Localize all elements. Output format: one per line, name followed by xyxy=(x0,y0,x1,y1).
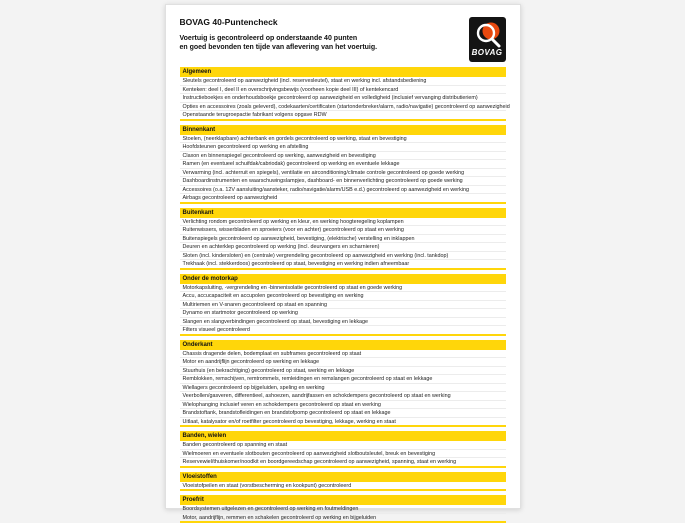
checklist-item: Hoofdsteunen gecontroleerd op werking en afstelling xyxy=(180,143,506,152)
section-header: Onder de motorkap xyxy=(180,274,506,284)
checklist-section xyxy=(180,67,510,121)
checklist-item: Verwarming (incl. achterruit en spiegels), ventilatie en airconditioning/climate controle gecontroleerd op goede werking xyxy=(180,169,506,178)
checklist-sections xyxy=(180,67,510,523)
section-header: Buitenkant xyxy=(180,208,506,218)
checklist-item: Wiellagers gecontroleerd op bijgeluiden, speling en werking xyxy=(180,384,506,393)
bovag-logo-text: BOVAG xyxy=(471,48,503,57)
subtitle-line-2: en goed bevonden ten tijde van aflevering van het voertuig. xyxy=(179,43,378,51)
checklist-item: Uitlaat, katalysator en/of roetfilter gecontroleerd op bevestiging, lekkage, werking en staat xyxy=(182,418,396,425)
checklist-item: Wielmoeren en eventuele slotbouten gecontroleerd op aanwezigheid slotboutsleutel, breuk en bevestiging xyxy=(180,450,506,459)
section-header: Proefrit xyxy=(180,495,506,505)
section-header: Onderkant xyxy=(180,340,506,350)
checklist-item: Boordsystemen uitgelezen en gecontroleerd op werking en foutmeldingen xyxy=(180,505,506,514)
checklist-item: Stoelen, (neerklapbare) achterbank en gordels gecontroleerd op werking, staat en bevestiging xyxy=(180,135,506,144)
subtitle-line-1: Voertuig is gecontroleerd op onderstaande 40 punten xyxy=(179,35,358,42)
checklist-section xyxy=(180,472,506,492)
checklist-item: Accessoires (o.a. 12V aansluiting/aansteker, radio/navigatie/alarm/USB e.d.) gecontroleerd op aanwezigheid en werking xyxy=(180,186,506,195)
checklist-item: Deuren en achterklep gecontroleerd op werking (incl. deurvangers en scharnieren) xyxy=(180,243,506,252)
checklist-section xyxy=(180,125,506,204)
checklist-item: Dashboardinstrumenten en waarschuwingslampjes, dashboard- en binnenverlichting gecontroleerd op goede werking xyxy=(180,177,506,186)
checklist-item: Banden gecontroleerd op spanning en staat xyxy=(180,441,506,450)
checklist-item: Vloeistofpeilen en staat (vorstbescherming en kookpunt) gecontroleerd xyxy=(182,482,352,489)
checklist-item: Kenteken: deel I, deel II en overschrijvingsbewijs (voorheen kopie deel III) of kentekencard xyxy=(180,86,506,95)
checklist-item: Verlichting rondom gecontroleerd op werking en kleur, en werking hoogteregeling koplampen xyxy=(180,218,506,227)
checklist-item: Buitenspiegels gecontroleerd op aanwezigheid, bevestiging, (elektrische) verstelling en inklappen xyxy=(180,235,506,244)
page-title: BOVAG 40-Puntencheck xyxy=(179,17,278,27)
checklist-item: Ruitenwissers, wisserbladen en sproeiers (voor en achter) gecontroleerd op staat en werking xyxy=(180,226,506,235)
checklist-item: Reservewiel/thuiskomer/noodkit en boordgereedschap gecontroleerd op aanwezigheid, spanning, staat en werking xyxy=(182,459,457,465)
checklist-section xyxy=(180,495,506,523)
section-header: Vloeistoffen xyxy=(180,472,506,482)
checklist-item: Airbags gecontroleerd op aanwezigheid xyxy=(182,195,278,201)
checklist-item: Sleutels gecontroleerd op aanwezigheid (incl. reservesleutel), staat en werking incl. afstandsbediening xyxy=(180,77,506,86)
checklist-section xyxy=(180,431,506,468)
checklist-item: Stuurhuis (en bekrachtiging) gecontroleerd op staat, werking en lekkage xyxy=(180,367,506,376)
checklist-item: Veerbollen/gasveren, differentieel, ashoezen, aandrijfassen en schokdempers gecontroleerd op staat en werking xyxy=(180,392,506,401)
section-header: Algemeen xyxy=(180,67,506,77)
checklist-item: Slangen en slangverbindingen gecontroleerd op staat, bevestiging en lekkage xyxy=(180,318,506,327)
checklist-item: Sloten (incl. kindersloten) en (centrale) vergrendeling gecontroleerd op aanwezigheid en werking (incl. tankdop) xyxy=(180,252,506,261)
document-page xyxy=(165,4,521,521)
checklist-item: Accu, accucapaciteit en accupolen gecontroleerd op bevestiging en werking xyxy=(180,292,506,301)
checklist-item: Brandstoftank, brandstofleidingen en brandstofpomp gecontroleerd op staat en lekkage xyxy=(180,409,506,418)
checklist-item: Wielophanging inclusief veren en schokdempers gecontroleerd op staat en werking xyxy=(180,401,506,410)
section-header: Banden, wielen xyxy=(180,431,506,441)
bovag-logo xyxy=(469,17,506,62)
checklist-item: Openstaande terugroepactie fabrikant volgens opgave RDW xyxy=(182,112,327,118)
checklist-section xyxy=(180,340,506,428)
checklist-item: Motor en aandrijflijn gecontroleerd op werking en lekkage xyxy=(180,358,506,367)
checklist-item: Filters visueel gecontroleerd xyxy=(182,327,250,333)
checklist-section xyxy=(180,208,506,270)
checklist-item: Multiriemen en V-snaren gecontroleerd op staat en spanning xyxy=(180,301,506,310)
checklist-item: Dynamo en startmotor gecontroleerd op werking xyxy=(180,309,506,318)
checklist-item: Instructieboekjes en onderhoudsboekje gecontroleerd op aanwezigheid en volledigheid (inclusief vervanging distributieriem) xyxy=(180,94,506,103)
checklist-section xyxy=(180,274,506,336)
magnifier-icon xyxy=(471,19,504,49)
section-header: Binnenkant xyxy=(180,125,506,135)
checklist-item: Motorkapsluiting, -vergrendeling en -binnenisolatie gecontroleerd op staat en goede werking xyxy=(180,284,506,293)
checklist-item: Motor, aandrijflijn, remmen en schakelen gecontroleerd op werking en bijgeluiden xyxy=(182,514,377,521)
checklist-item: Trekhaak (incl. stekkerdoos) gecontroleerd op staat, bevestiging en werking indien afneembaar xyxy=(182,261,410,267)
document-subtitle xyxy=(180,35,430,52)
checklist-item: Remblokken, remschijven, remtrommels, remleidingen en remslangen gecontroleerd op staat en lekkage xyxy=(180,375,506,384)
checklist-item: Opties en accessoires (zoals geleverd), codekaarten/certificaten (startonderbreker/alarm, radio/navigatie) gecontroleerd op aanwezigheid xyxy=(180,103,506,112)
checklist-item: Chassis dragende delen, bodemplaat en subframes gecontroleerd op staat xyxy=(180,350,506,359)
checklist-item: Claxon en binnenspiegel gecontroleerd op werking, aanwezigheid en bevestiging xyxy=(180,152,506,161)
checklist-item: Ramen (en eventueel schuifdak/cabriodak) gecontroleerd op werking en eventuele lekkage xyxy=(180,160,506,169)
